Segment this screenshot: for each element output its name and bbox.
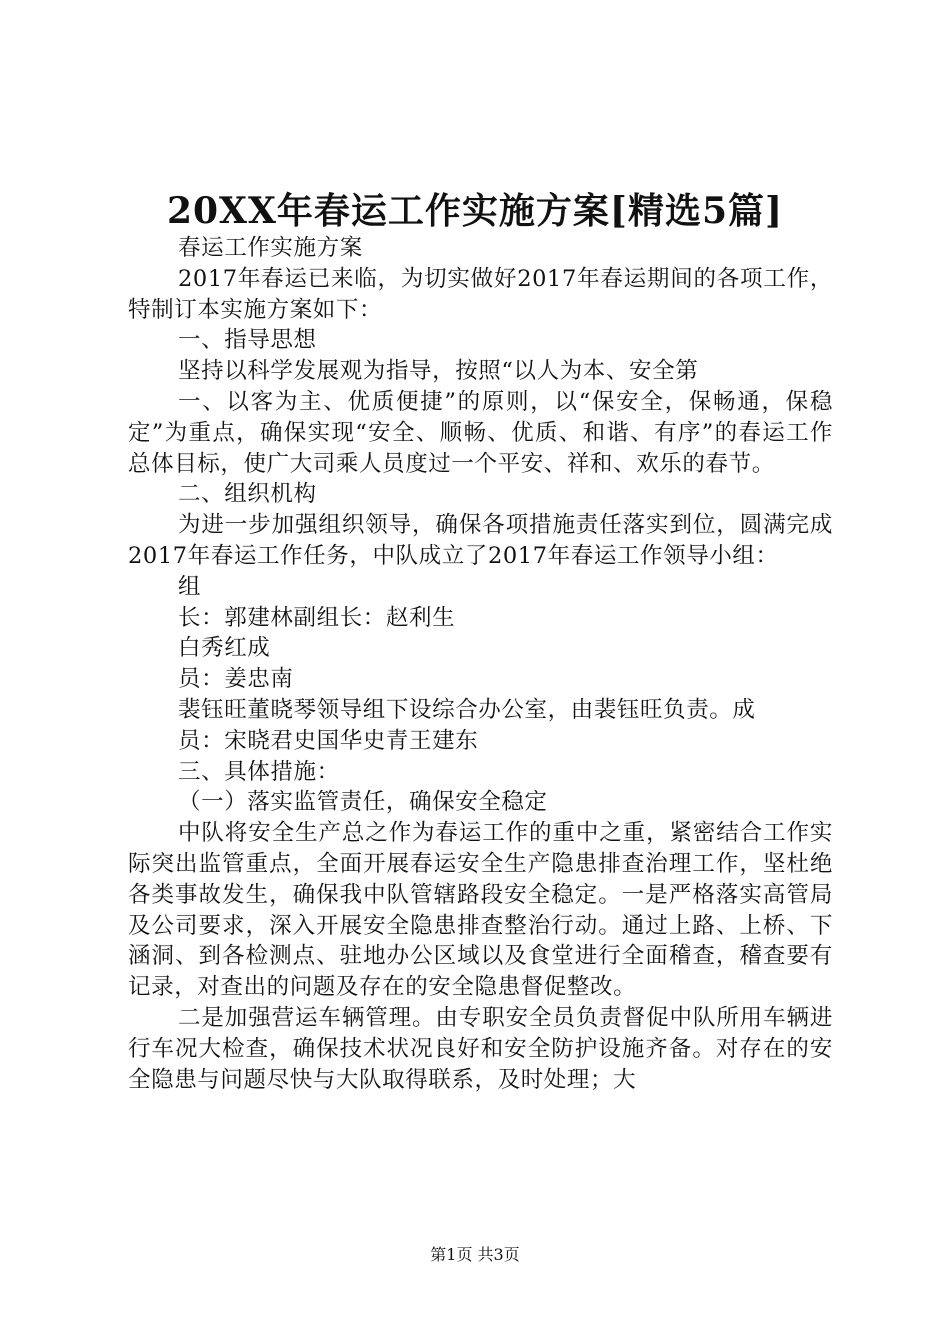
paragraph-group-label: 组: [178, 573, 202, 600]
heading-guiding-ideology: 一、指导思想: [178, 327, 317, 354]
paragraph-member-2: 员：宋晓君史国华史青王建东: [178, 727, 479, 754]
document-title: 20XX年春运工作实施方案[精选5篇]: [166, 190, 784, 232]
paragraph-subtitle: 春运工作实施方案: [178, 235, 363, 261]
paragraph-organization: 为进一步加强组织领导，确保各项措施责任落实到位，圆满完成2017年春运工作任务，中队成立了2017年春运工作领导小组：: [128, 512, 833, 569]
paragraph-vehicles: 二是加强营运车辆管理。由专职安全员负责督促中队所用车辆进行车况大检查，确保技术状况良好和安全防护设施齐备。对存在的安全隐患与问题尽快与大队取得联系，及时处理；大: [128, 1004, 833, 1093]
heading-measure-1: （一）落实监管责任，确保安全稳定: [178, 789, 548, 816]
paragraph-principle-goals: 一、以客为主、优质便捷”的原则，以“保安全，保畅通，保稳定”为重点，确保实现“安全、顺畅、优质、和谐、有序”的春运工作总体目标，使广大司乘人员度过一个平安、祥和、欢乐的春节。: [128, 388, 833, 477]
paragraph-member-1: 员：姜忠南: [178, 666, 294, 693]
page-footer: 第1页 共3页: [430, 1245, 520, 1264]
paragraph-office: 裴钰旺董晓琴领导组下设综合办公室，由裴钰旺负责。成: [178, 696, 756, 723]
paragraph-intro: 2017年春运已来临，为切实做好2017年春运期间的各项工作，特制订本实施方案如下：: [128, 265, 833, 323]
paragraph-member-label: 白秀红成: [178, 635, 271, 662]
paragraph-safety: 中队将安全生产总之作为春运工作的重中之重，紧密结合工作实际突出监管重点，全面开展春运安全生产隐患排查治理工作，坚杜绝各类事故发生，确保我中队管辖路段安全稳定。一是严格落实高管局及公司要求，深入开展安全隐患排查整治行动。通过上路、上桥、下涵洞、到各检测点、驻地办公区域以及食堂进行全面稽查，稽查要有记录，对查出的问题及存在的安全隐患督促整改。: [128, 820, 833, 1001]
heading-measures: 三、具体措施：: [178, 758, 340, 785]
paragraph-group-leader: 长：郭建林副组长：赵利生: [178, 604, 456, 631]
paragraph-guiding-principle: 坚持以科学发展观为指导，按照“以人为本、安全第: [178, 358, 699, 385]
heading-organization: 二、组织机构: [178, 481, 317, 508]
document-body: [128, 233, 833, 1095]
